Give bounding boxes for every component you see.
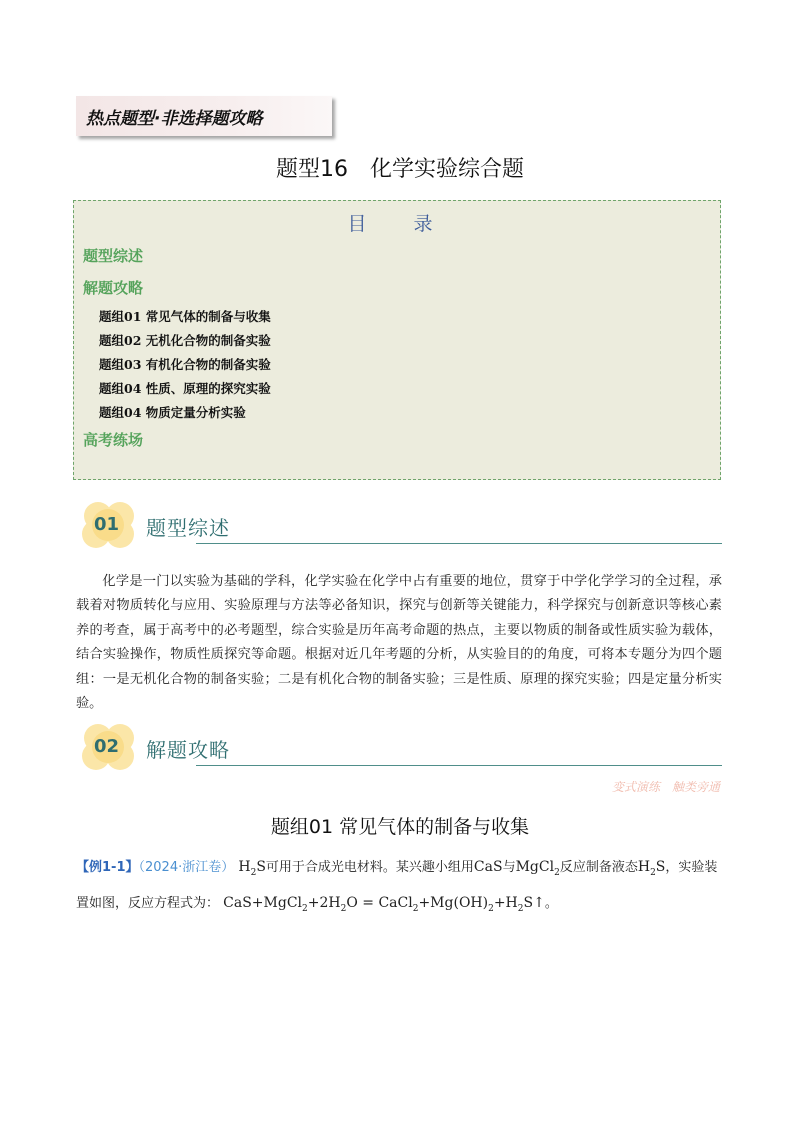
section-title: 解题攻略 <box>146 738 230 762</box>
formula-h2s: $H_2S$ <box>238 859 266 878</box>
toc-group-04[interactable]: 题组04 性质、原理的探究实验 <box>99 381 271 396</box>
toc-group-03[interactable]: 题组03 有机化合物的制备实验 <box>99 357 271 372</box>
example-1-1 <box>76 852 722 924</box>
intro-paragraph: 化学是一门以实验为基础的学科，化学实验在化学中占有重要的地位，贯穿于中学化学学习的全过程，承载着对物质转化与应用、实验原理与方法等必备知识，探究与创新等关键能力，科学探究与创新意识等核心素养的考查，属于高考中的必考题型，综合实验是历年高考命题的热点，主要以物质的制备或性质实验为载体，结合实验操作，物质性质探究等命题。根据对近几年考题的分析，从实验目的的角度，可将本专题分为四个题组：一是无机化合物的制备实验；二是有机化合物的制备实验；三是性质、原理的探究实验；四是定量分析实验。 <box>76 574 722 712</box>
tagline: 变式演练 触类旁通 <box>611 780 720 794</box>
section-divider <box>196 543 722 545</box>
toc-section-practice[interactable]: 高考练场 <box>83 431 144 449</box>
example-label: 【例1-1】 <box>76 860 139 875</box>
formula-mgcl2: MgCl$_2$ <box>515 859 560 878</box>
section-title: 题型综述 <box>146 516 230 540</box>
section-divider <box>196 765 722 767</box>
example-source: （2024·浙江卷） <box>138 860 235 875</box>
toc-group-05[interactable]: 题组04 物质定量分析实验 <box>99 405 246 420</box>
formula-cas: CaS <box>473 859 503 875</box>
section-header-strategy <box>76 722 722 772</box>
example-text-3: 反应制备液态 <box>559 860 638 875</box>
reaction-equation: $CaS+MgCl_2+2H_2O$ = $CaCl_2+Mg(OH)_2+H_2S↑$ <box>223 894 545 914</box>
section-number: 02 <box>94 736 120 757</box>
toc-heading: 目 录 <box>347 213 447 235</box>
section-header-overview <box>76 500 722 550</box>
example-text-1: 可用于合成光电材料。某兴趣小组用 <box>265 860 474 875</box>
example-text-2: 与 <box>502 860 516 875</box>
page-title: 题型16 化学实验综合题 <box>276 157 524 182</box>
section-number: 01 <box>94 514 120 535</box>
toc-group-01[interactable]: 题组01 常见气体的制备与收集 <box>99 309 271 324</box>
banner-text: 热点题型·非选择题攻略 <box>86 109 263 129</box>
example-text-4: ，实验装置如图，反应方程式为： <box>76 860 718 911</box>
group-title: 题组01 常见气体的制备与收集 <box>270 816 530 838</box>
toc-section-strategy[interactable]: 解题攻略 <box>83 279 144 297</box>
toc-group-02[interactable]: 题组02 无机化合物的制备实验 <box>99 333 271 348</box>
table-of-contents <box>73 200 721 480</box>
example-end: 。 <box>544 895 558 911</box>
formula-h2s: $H_2S$ <box>637 859 666 878</box>
topic-banner <box>76 96 332 136</box>
toc-section-overview[interactable]: 题型综述 <box>83 247 144 265</box>
